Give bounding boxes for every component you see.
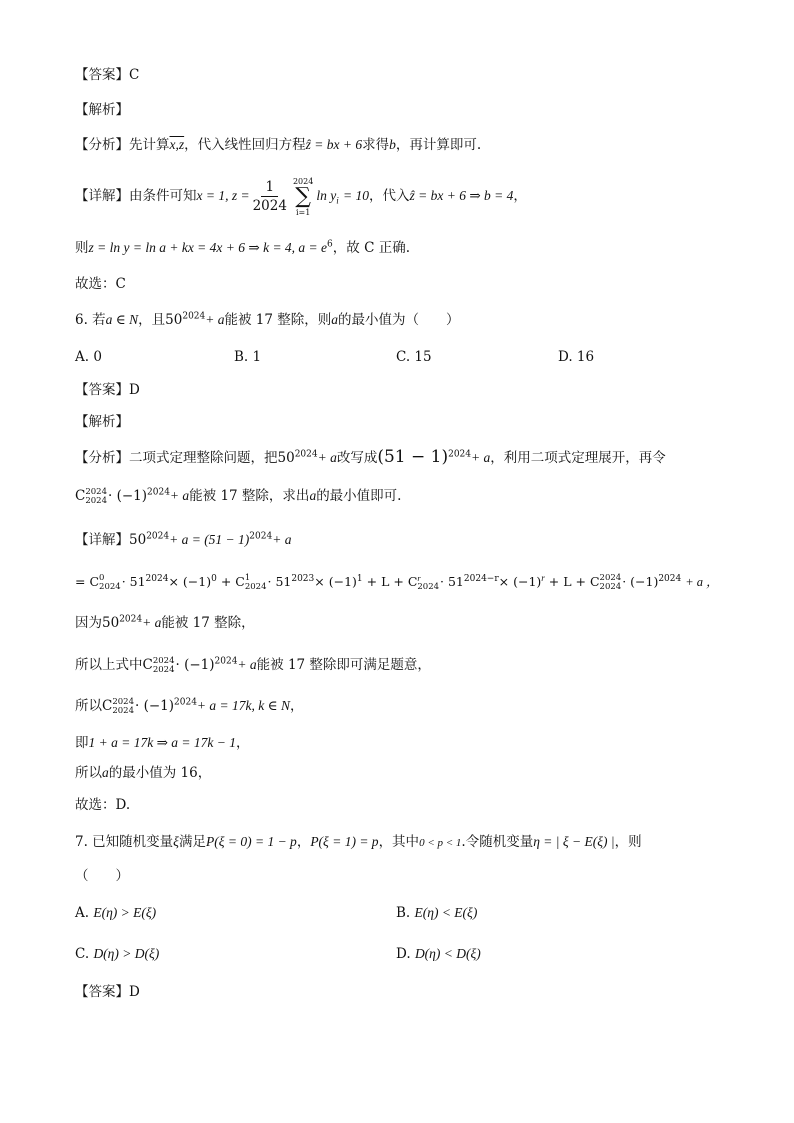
stem-eta: η = | ξ − E(ξ) | xyxy=(533,834,615,849)
answer-value: D xyxy=(129,382,140,398)
detail-base: 50 xyxy=(129,532,147,548)
term-exp: 0 xyxy=(211,573,217,584)
binom-C: C xyxy=(102,698,113,714)
ie-text: 即 xyxy=(75,735,89,751)
q5-detail-line xyxy=(75,176,527,217)
stem-range: 0 < p < 1 xyxy=(419,837,462,849)
min-text: 所以 xyxy=(75,765,102,781)
q6-fenxi-line2 xyxy=(75,486,401,506)
term: · 51 xyxy=(121,574,146,589)
stem-text: ， xyxy=(296,834,311,850)
term-exp: 2024−r xyxy=(463,573,499,584)
binom-bottom: 2024 xyxy=(599,581,622,592)
fenxi-text: ，再计算即可. xyxy=(395,137,482,153)
detail-text: ， xyxy=(513,188,527,204)
plus: + L + xyxy=(366,574,404,589)
binom-C: C xyxy=(235,574,245,589)
fenxi-text: 能被 17 整除，求出 xyxy=(189,488,310,504)
answer-tag: 【答案】 xyxy=(75,984,129,1000)
because-text: 能被 17 整除， xyxy=(161,615,255,631)
q6-so2-line xyxy=(75,696,304,716)
term-exp: 2024 xyxy=(658,573,682,584)
because-exp: 2024 xyxy=(119,614,143,625)
stem-text: 的最小值为（ ） xyxy=(338,312,460,328)
dot-term: · (−1) xyxy=(107,488,148,504)
binom-C: C xyxy=(75,488,86,504)
q5-analysis-tag: 【解析】 xyxy=(75,102,129,118)
binom-top: 2024 xyxy=(85,486,107,497)
answer-value: C xyxy=(129,67,140,83)
line2-text: ，故 C 正确. xyxy=(332,240,410,256)
because-plus-a: + a xyxy=(142,615,162,630)
term-exp: 2023 xyxy=(291,573,315,584)
option-expr: D(η) > D(ξ) xyxy=(93,946,160,961)
q5-conclusion: 故选：C xyxy=(75,276,126,292)
binom-indices xyxy=(153,657,175,675)
stem-p1: P(ξ = 1) = p xyxy=(310,834,379,849)
q6-option-a[interactable]: A. 0 xyxy=(75,349,102,365)
q6-expansion-line xyxy=(75,572,719,592)
min-a: a xyxy=(102,765,109,780)
fenxi-text: 先计算 xyxy=(129,137,170,153)
term: · 51 xyxy=(267,574,292,589)
so-text: 所以 xyxy=(75,698,102,714)
binom-top: 0 xyxy=(99,572,105,583)
detail-eq-tail: + a xyxy=(272,532,292,547)
ie-eq: 1 + a = 17k ⇒ a = 17k − 1 xyxy=(88,735,236,750)
fenxi-eq: ẑ = bx + 6 xyxy=(305,137,363,152)
so-text: 能被 17 整除即可满足题意， xyxy=(256,657,431,673)
q6-analysis-tag: 【解析】 xyxy=(75,414,129,430)
q6-ie-line xyxy=(75,733,250,753)
q7-stem xyxy=(75,832,642,853)
binom-indices xyxy=(600,574,622,592)
binom-C: C xyxy=(589,574,600,589)
sum-body: ln y xyxy=(316,188,337,203)
fraction-numerator: 1 xyxy=(261,178,278,197)
binom-bottom: 2024 xyxy=(112,705,134,716)
stem-text: .令随机变量 xyxy=(461,834,534,850)
sum-lower: i=1 xyxy=(295,207,311,217)
binom-indices xyxy=(245,574,267,592)
q6-min-line xyxy=(75,763,211,783)
fenxi-tag: 【分析】 xyxy=(75,137,129,153)
sum-upper: 2024 xyxy=(292,176,314,186)
option-letter: C. xyxy=(75,946,90,962)
fraction-denominator: 2024 xyxy=(252,198,287,214)
sum-eq: = 10 xyxy=(343,188,369,203)
q6-because-line xyxy=(75,613,255,633)
stem-text: ，且 xyxy=(138,312,166,328)
q6-option-d[interactable]: D. 16 xyxy=(558,349,595,365)
binom-top: 1 xyxy=(244,572,251,583)
q7-option-a[interactable] xyxy=(75,903,156,923)
expand-eq: = xyxy=(75,574,86,589)
q6-detail-line xyxy=(75,530,291,550)
binom-top: 2024 xyxy=(112,696,134,707)
binom-indices xyxy=(417,574,439,592)
option-letter: D. xyxy=(396,946,411,962)
fenxi-base: 50 xyxy=(277,450,295,466)
sigma-symbol: ∑ xyxy=(295,183,311,209)
stem-a: a xyxy=(331,312,339,327)
binom-bottom: 2024 xyxy=(99,581,121,592)
option-letter: B. xyxy=(396,905,411,921)
q5-answer-line xyxy=(75,65,139,85)
dot-term: · (−1) xyxy=(134,698,175,714)
term-exp: r xyxy=(541,572,545,583)
q6-answer-line xyxy=(75,380,140,400)
fenxi-text: 改写成 xyxy=(336,450,378,466)
detail-exp: 2024 xyxy=(146,531,170,542)
because-base: 50 xyxy=(102,615,120,631)
plus-a: + a xyxy=(169,488,190,503)
fenxi-a: a xyxy=(309,488,317,503)
binom-C: C xyxy=(89,574,100,589)
detail-text: 由条件可知 xyxy=(129,188,197,204)
binom-indices xyxy=(99,574,121,592)
dot-exp: 2024 xyxy=(214,656,238,667)
so-text: 所以上式中 xyxy=(75,657,143,673)
option-letter: A. xyxy=(75,905,90,921)
detail-eq: + a = (51 − 1) xyxy=(169,532,250,547)
option-expr: E(η) < E(ξ) xyxy=(414,905,478,920)
q5-line2 xyxy=(75,238,410,258)
summation xyxy=(293,177,313,217)
dot-exp: 2024 xyxy=(147,487,170,498)
stem-text: 7. 已知随机变量 xyxy=(75,834,174,850)
answer-tag: 【答案】 xyxy=(75,382,129,398)
plus-a: + a xyxy=(237,657,257,672)
q6-so1-line xyxy=(75,655,431,675)
stem-text: ，则 xyxy=(614,834,642,850)
sum-sub: i xyxy=(336,195,339,206)
detail-tag: 【详解】 xyxy=(75,188,129,204)
stem-xi: ξ xyxy=(173,834,179,849)
fenxi-paren: (51 − 1) xyxy=(377,447,449,467)
fenxi-plus-a: + a xyxy=(317,450,337,465)
fenxi-text: 求得 xyxy=(362,137,390,153)
binom-indices xyxy=(112,698,134,716)
q7-stem-paren: （ ） xyxy=(75,868,129,884)
stem-text: 6. 若 xyxy=(75,312,106,328)
stem-a-in-n: a ∈ N xyxy=(105,312,139,327)
fenxi-text: 的最小值即可. xyxy=(316,488,402,504)
q5-fenxi-line xyxy=(75,135,481,155)
term: × (−1) xyxy=(168,574,212,589)
fraction xyxy=(253,178,287,215)
fenxi-exp: 2024 xyxy=(294,449,318,460)
line2-eq: z = ln y = ln a + kx = 4x + 6 ⇒ k = 4, a = e xyxy=(88,240,328,255)
fenxi-tag: 【分析】 xyxy=(75,450,129,466)
detail-xbar: x = 1, z = xyxy=(196,188,250,203)
answer-tag: 【答案】 xyxy=(75,67,129,83)
fenxi-text: 二项式定理整除问题，把 xyxy=(129,450,278,466)
fenxi-vars: x,z xyxy=(169,137,185,152)
so-eq: + a = 17k, k ∈ N xyxy=(196,698,290,713)
term: · (−1) xyxy=(622,574,659,589)
term: × (−1) xyxy=(498,574,542,589)
so-text: ， xyxy=(290,698,304,714)
q6-option-c[interactable]: C. 15 xyxy=(396,349,432,365)
binom-top: r xyxy=(417,572,421,583)
line2-text: 则 xyxy=(75,240,89,256)
fenxi-text: ，利用二项式定理展开，再令 xyxy=(490,450,666,466)
stem-p0: P(ξ = 0) = 1 − p xyxy=(205,834,297,849)
term-exp: 2024 xyxy=(145,573,169,584)
detail-tag: 【详解】 xyxy=(75,532,129,548)
answer-value: D xyxy=(129,984,140,1000)
fenxi-b: b xyxy=(389,137,396,152)
term: · 51 xyxy=(440,574,464,589)
binom-top: 2024 xyxy=(152,655,175,666)
q6-fenxi-line xyxy=(75,447,666,468)
stem-text: 满足 xyxy=(178,834,206,850)
dot-term: · (−1) xyxy=(175,657,215,673)
plus: + xyxy=(220,574,232,589)
binom-bottom: 2024 xyxy=(417,581,440,592)
line2-exp: 6 xyxy=(327,239,333,250)
fenxi-plus-a: + a xyxy=(471,450,491,465)
binom-C: C xyxy=(407,574,418,589)
q7-option-b[interactable] xyxy=(396,903,477,923)
binom-indices xyxy=(85,488,107,506)
fenxi-text: ，代入线性回归方程 xyxy=(184,137,306,153)
dot-exp: 2024 xyxy=(174,697,197,708)
binom-bottom: 2024 xyxy=(244,581,267,592)
stem-exp: 2024 xyxy=(182,311,206,322)
min-text: 的最小值为 16， xyxy=(108,765,212,781)
stem-plus-a: + a xyxy=(205,312,225,327)
binom-bottom: 2024 xyxy=(85,495,107,506)
ie-text: ， xyxy=(236,735,250,751)
option-expr: E(η) > E(ξ) xyxy=(93,905,157,920)
q7-option-c[interactable] xyxy=(75,944,159,964)
q7-answer-line xyxy=(75,982,140,1002)
term: × (−1) xyxy=(314,574,357,589)
detail-eq2: ẑ = bx + 6 ⇒ b = 4 xyxy=(409,188,514,203)
stem-text: ，其中 xyxy=(378,834,420,850)
stem-text: 能被 17 整除，则 xyxy=(224,312,332,328)
because-text: 因为 xyxy=(75,615,102,631)
q6-stem xyxy=(75,310,460,330)
fenxi-paren-exp: 2024 xyxy=(448,449,472,460)
stem-base: 50 xyxy=(165,312,183,328)
plus: + L + xyxy=(548,574,586,589)
detail-eq-exp: 2024 xyxy=(249,531,273,542)
binom-bottom: 2024 xyxy=(152,664,175,675)
detail-text: ，代入 xyxy=(369,188,410,204)
term-tail: + a ， xyxy=(685,575,719,589)
binom-C: C xyxy=(142,657,153,673)
binom-top: 2024 xyxy=(599,572,622,583)
option-expr: D(η) < D(ξ) xyxy=(414,946,481,961)
term-exp: 1 xyxy=(356,573,363,584)
q7-option-d[interactable] xyxy=(396,944,481,964)
q6-option-b[interactable]: B. 1 xyxy=(234,349,262,365)
q6-conclusion: 故选：D. xyxy=(75,797,131,813)
